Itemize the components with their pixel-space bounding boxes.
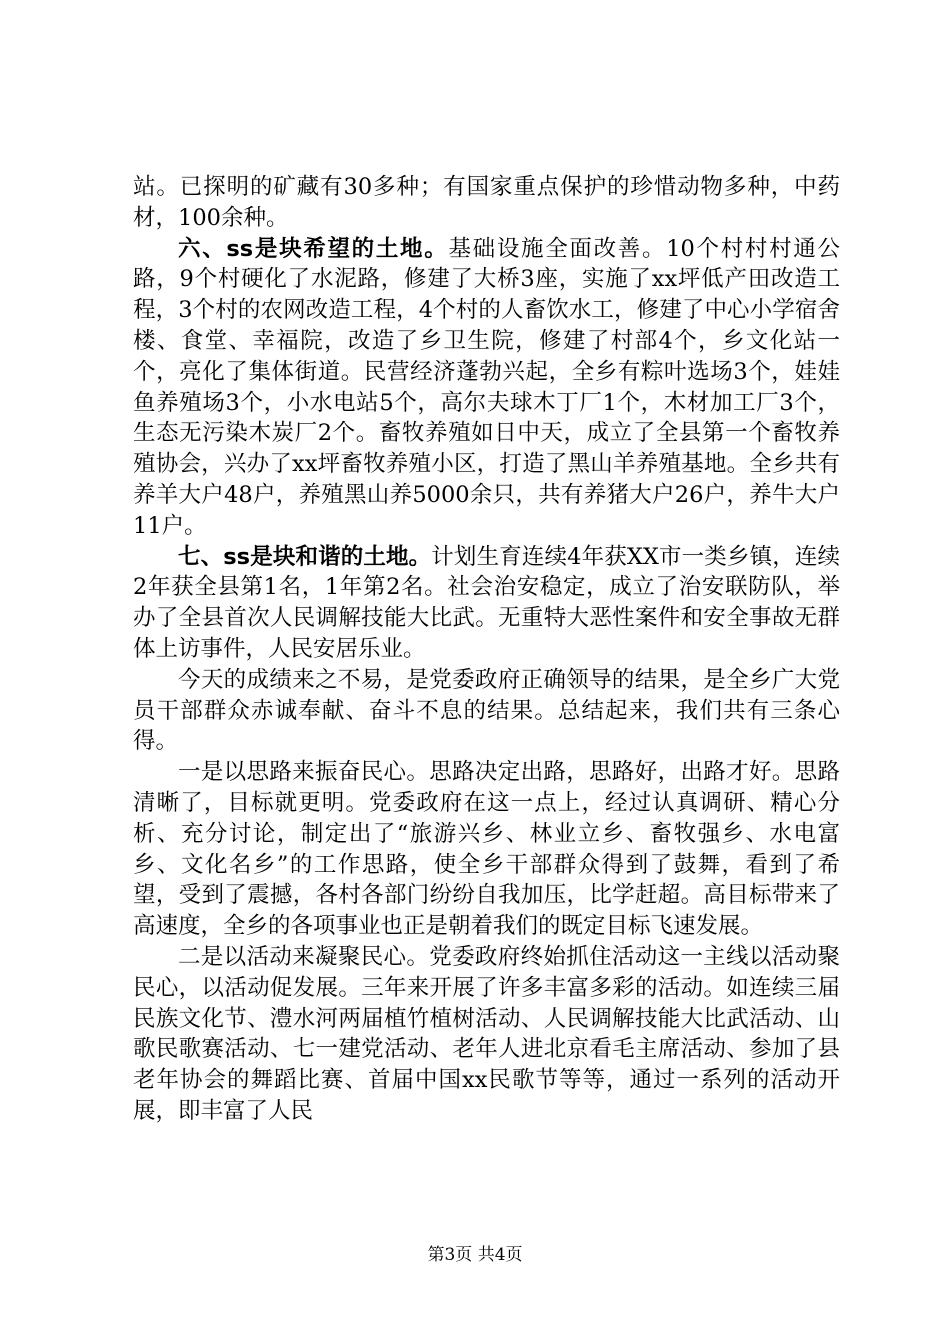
document-body: [133, 172, 840, 1127]
section-heading-seven: 七、ss是块和谐的土地。: [178, 543, 432, 570]
paragraph-experience-one: [133, 757, 840, 942]
paragraph-text: 今天的成绩来之不易，是党委政府正确领导的结果，是全乡广大党员干部群众赤诚奉献、奋斗不息的结果。总结起来，我们共有三条心得。: [133, 666, 840, 755]
paragraph-hope-land: [133, 234, 840, 542]
paragraph-mineral-resources: [133, 172, 840, 234]
paragraph-text: 计划生育连续4年获XX市一类乡镇，连续2年获全县第1名，1年第2名。社会治安稳定，成立了治安联防队，举办了全县首次人民调解技能大比武。无重特大恶性案件和安全事故无群体上访事件，人民安居乐业。: [133, 543, 840, 662]
paragraph-text: 二是以活动来凝聚民心。党委政府终始抓住活动这一主线以活动聚民心，以活动促发展。三年来开展了许多丰富多彩的活动。如连续三届民族文化节、澧水河两届植竹植树活动、人民调解技能大比武活动、山歌民歌赛活动、七一建党活动、老年人进北京看毛主席活动、参加了县老年协会的舞蹈比赛、首届中国xx民歌节等等，通过一系列的活动开展，即丰富了人民: [133, 943, 840, 1124]
paragraph-text: 站。已探明的矿藏有30多种；有国家重点保护的珍惜动物多种，中药材，100余种。: [133, 174, 840, 231]
section-heading-six: 六、ss是块希望的土地。: [178, 235, 449, 262]
paragraph-harmony-land: [133, 542, 840, 665]
paragraph-summary: [133, 665, 840, 757]
paragraph-text: 一是以思路来振奋民心。思路决定出路，思路好，出路才好。思路清晰了，目标就更明。党委政府在这一点上，经过认真调研、精心分析、充分讨论，制定出了“旅游兴乡、林业立乡、畜牧强乡、水电富乡、文化名乡”的工作思路，使全乡干部群众得到了鼓舞，看到了希望，受到了震撼，各村各部门纷纷自我加压，比学赶超。高目标带来了高速度，全乡的各项事业也正是朝着我们的既定目标飞速发展。: [133, 759, 840, 940]
paragraph-text: 基础设施全面改善。10个村村村通公路，9个村硬化了水泥路，修建了大桥3座，实施了xx坪低产田改造工程，3个村的农网改造工程，4个村的人畜饮水工，修建了中心小学宿舍楼、食堂、幸福院，改造了乡卫生院，修建了村部4个，乡文化站一个，亮化了集体街道。民营经济蓬勃兴起，全乡有粽叶选场3个，娃娃鱼养殖场3个，小水电站5个，高尔夫球木丁厂1个，木材加工厂3个，生态无污染木炭厂2个。畜牧养殖如日中天，成立了全县第一个畜牧养殖协会，兴办了xx坪畜牧养殖小区，打造了黑山羊养殖基地。全乡共有养羊大户48户，养殖黑山养5000余只，共有养猪大户26户，养牛大户11户。: [133, 235, 840, 539]
paragraph-experience-two: [133, 942, 840, 1127]
page-number-footer: 第3页 共4页: [427, 1245, 523, 1265]
